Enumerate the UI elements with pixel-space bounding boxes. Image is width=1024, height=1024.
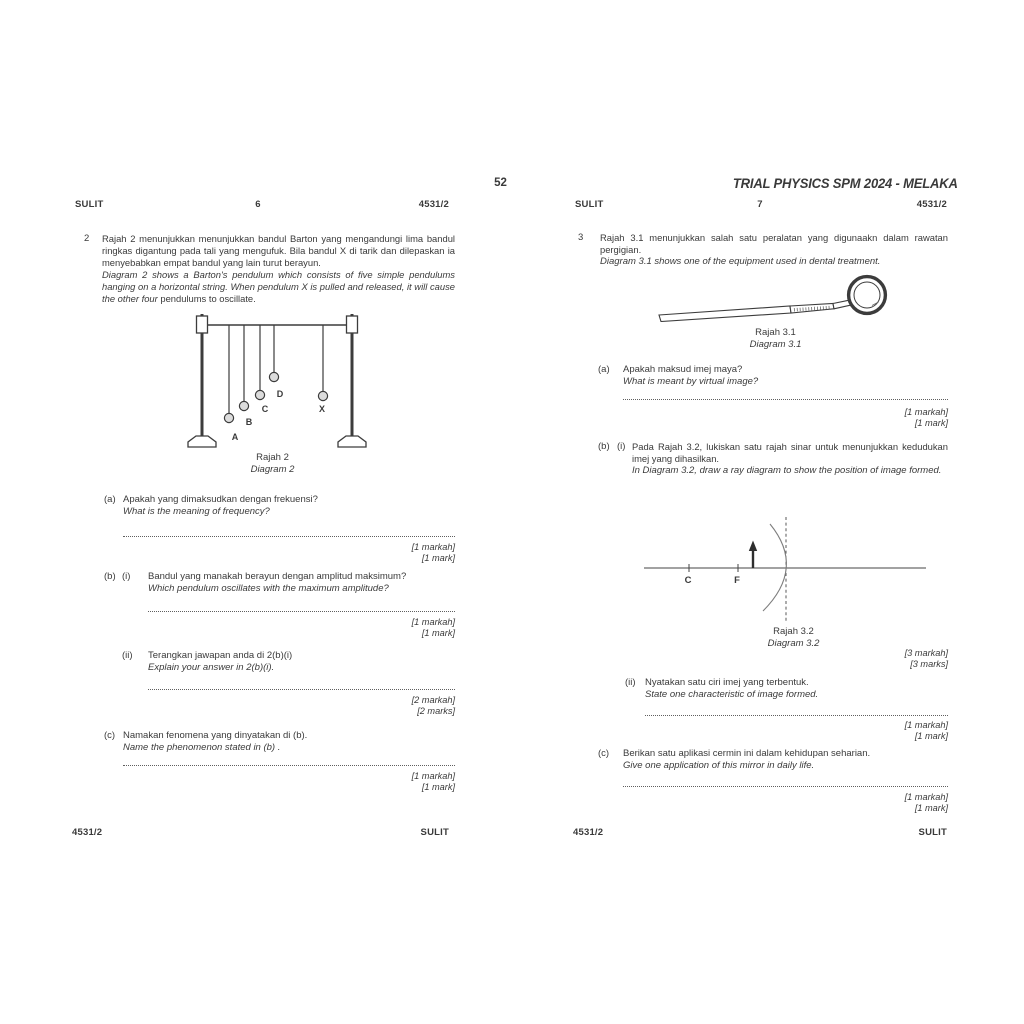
marks-2a-english: [1 mark] (421, 553, 455, 563)
left-header-page-number: 6 (255, 199, 261, 210)
right-header-page-number: 7 (757, 199, 763, 210)
part-2bii-label: (ii) (122, 650, 133, 661)
part-3c-label: (c) (598, 748, 610, 759)
question-3-intro-malay: Rajah 3.1 menunjukkan salah satu peralatan yang digunaakn dalam rawatan pergigian. (600, 232, 948, 256)
marks-3c-english: [1 mark] (914, 803, 948, 813)
label-centre-of-curvature: C (684, 575, 692, 586)
marks-3c (905, 792, 948, 814)
left-footer-paper-code: 4531/2 (72, 827, 103, 838)
right-footer-sulit: SULIT (918, 827, 947, 838)
question-2-number: 2 (84, 233, 90, 244)
pendulum-label-d: D (276, 389, 284, 399)
marks-3a-english: [1 mark] (914, 418, 948, 428)
mirror-handle (659, 306, 791, 322)
marks-3bi (905, 648, 948, 670)
marks-2bi-english: [1 mark] (421, 628, 455, 638)
part-3bii-label: (ii) (625, 677, 636, 688)
part-2b-label: (b) (104, 571, 116, 582)
part-3c-text-malay: Berikan satu aplikasi cermin ini dalam kehidupan seharian. (623, 748, 871, 759)
marks-2bii-english: [2 marks] (417, 706, 455, 716)
answer-line-3a (623, 394, 948, 400)
part-3a-text-english: What is meant by virtual image? (623, 376, 759, 387)
answer-line-3bii (645, 710, 948, 716)
marks-3a-malay: [1 markah] (904, 407, 948, 417)
left-footer-sulit: SULIT (420, 827, 449, 838)
part-2c-text-malay: Namakan fenomena yang dinyatakan di (b). (123, 730, 308, 741)
diagram-2-caption-malay: Rajah 2 (256, 452, 289, 463)
marks-2a-malay: [1 markah] (411, 542, 455, 552)
marks-3c-malay: [1 markah] (904, 792, 948, 802)
answer-line-2bi (148, 606, 455, 612)
right-header-paper-code: 4531/2 (916, 199, 947, 210)
question-2-intro-english (102, 269, 455, 305)
right-header-sulit: SULIT (575, 199, 604, 210)
marks-2bii-malay: [2 markah] (411, 695, 455, 705)
marks-2bi (412, 617, 455, 639)
marks-3bii (905, 720, 948, 742)
part-3a-label: (a) (598, 364, 610, 375)
answer-line-3c (623, 781, 948, 787)
question-3-number: 3 (578, 232, 584, 243)
part-3a-text-malay: Apakah maksud imej maya? (623, 364, 743, 375)
object-arrow-head (749, 541, 757, 552)
diagram-3-2-caption-malay: Rajah 3.2 (773, 626, 814, 637)
part-2bi-text-english: Which pendulum oscillates with the maximum amplitude? (148, 583, 389, 594)
marks-3bi-malay: [3 markah] (904, 648, 948, 658)
part-3bi-text-english: In Diagram 3.2, draw a ray diagram to show the position of image formed. (632, 465, 942, 476)
concave-mirror-ray-diagram (640, 508, 930, 630)
answer-line-2c (123, 760, 455, 766)
pendulum-label-c: C (261, 404, 269, 414)
part-3b-label: (b) (598, 441, 610, 452)
part-2a-label: (a) (104, 494, 116, 505)
marks-2c-malay: [1 markah] (411, 771, 455, 781)
diagram-3-1-caption-english: Diagram 3.1 (749, 339, 802, 350)
question-3-intro-english: Diagram 3.1 shows one of the equipment used in dental treatment. (600, 256, 881, 267)
marks-2c (412, 771, 455, 793)
left-header-sulit: SULIT (75, 199, 104, 210)
marks-3bii-malay: [1 markah] (904, 720, 948, 730)
part-2a-text-malay: Apakah yang dimaksudkan dengan frekuensi? (123, 494, 318, 505)
diagram-2-caption-english: Diagram 2 (250, 464, 295, 475)
left-header-paper-code: 4531/2 (418, 199, 449, 210)
part-3bi-text-malay: Pada Rajah 3.2, lukiskan satu rajah sinar untuk menunjukkan kedudukan imej yang dihasilkan. (632, 441, 948, 465)
right-footer-paper-code: 4531/2 (573, 827, 604, 838)
marks-2c-english: [1 mark] (421, 782, 455, 792)
pendulum-label-x: X (318, 404, 326, 414)
question-2-intro-malay: Rajah 2 menunjukkan menunjukkan bandul Barton yang mengandungi lima bandul ringkas digantung pada tali yang mengufuk. Bila bandul X di tarik dan dilepaskan ia menyebabkan empat bandul yang lain turut berayun. (102, 233, 455, 269)
answer-line-2a (123, 531, 455, 537)
marks-3bii-english: [1 mark] (914, 731, 948, 741)
part-3bi-label: (i) (617, 441, 626, 452)
part-2bii-text-malay: Terangkan jawapan anda di 2(b)(i) (148, 650, 293, 661)
marks-2a (412, 542, 455, 564)
marks-2bii (412, 695, 455, 717)
pendulum-label-b: B (245, 417, 253, 427)
diagram-3-2-caption-english: Diagram 3.2 (767, 638, 820, 649)
pendulum-diagram (185, 306, 370, 454)
marks-2bi-malay: [1 markah] (411, 617, 455, 627)
question-2-intro-english-italic: Diagram 2 shows a Barton's pendulum which consists of five simple pendulums hanging on a horizontal string. When pendulum X is pulled and released, it will cause the other four (102, 269, 455, 305)
part-2bii-text-english: Explain your answer in 2(b)(i). (148, 662, 275, 673)
label-focal-point: F (734, 575, 740, 586)
question-2-intro-english-plain: pendulums to oscillate. (160, 293, 256, 305)
part-3bii-text-malay: Nyatakan satu ciri imej yang terbentuk. (645, 677, 809, 688)
diagram-3-1-caption-malay: Rajah 3.1 (755, 327, 796, 338)
part-2c-text-english: Name the phenomenon stated in (b) . (123, 742, 281, 753)
scan-page-number: 52 (494, 177, 507, 189)
part-3bii-text-english: State one characteristic of image formed. (645, 689, 819, 700)
part-2a-text-english: What is the meaning of frequency? (123, 506, 270, 517)
part-2c-label: (c) (104, 730, 116, 741)
part-3c-text-english: Give one application of this mirror in daily life. (623, 760, 815, 771)
part-2bi-label: (i) (122, 571, 131, 582)
scan-title: TRIAL PHYSICS SPM 2024 - MELAKA (733, 175, 958, 191)
part-2bi-text-malay: Bandul yang manakah berayun dengan amplitud maksimum? (148, 571, 407, 582)
dental-mirror-diagram (654, 272, 888, 322)
marks-3bi-english: [3 marks] (910, 659, 948, 669)
pendulum-label-a: A (231, 432, 239, 442)
pendulum-strings-and-bobs (224, 325, 327, 423)
answer-line-2bii (148, 684, 455, 690)
marks-3a (905, 407, 948, 429)
